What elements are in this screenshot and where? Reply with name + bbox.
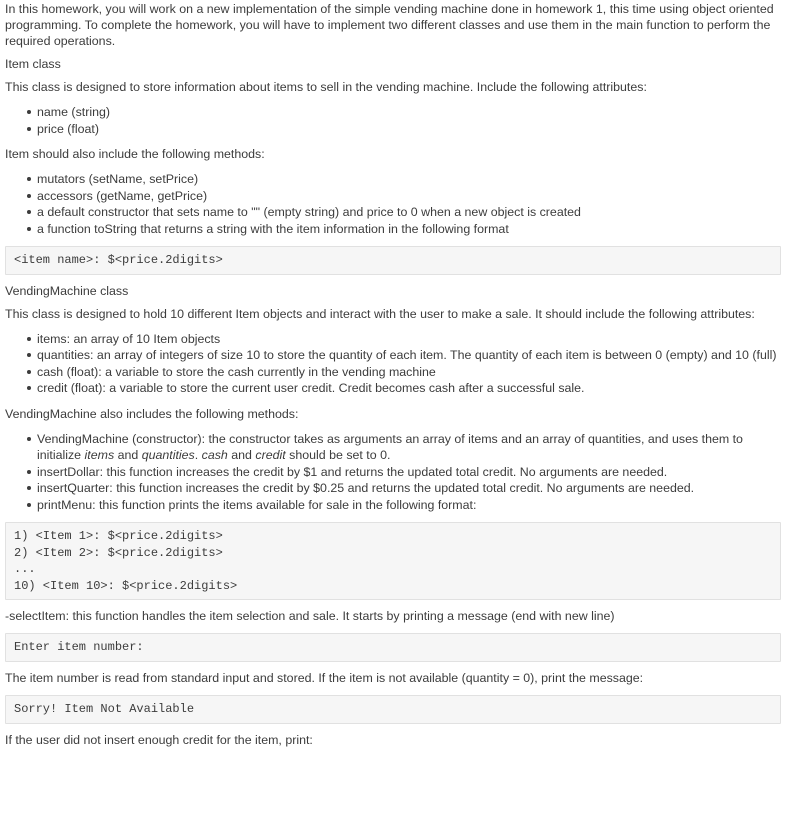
code-line: 2) <Item 2>: $<price.2digits> [14,545,223,560]
vending-class-heading: VendingMachine class [5,283,129,298]
list-item: credit (float): a variable to store the current user credit. Credit becomes cash after a successful sale. [29,380,782,397]
emphasis-items: items [84,448,115,463]
item-class-heading: Item class [5,57,61,71]
vending-attributes-list [5,331,782,397]
constructor-text: should be set to 0. [285,448,391,463]
list-item [29,431,782,464]
item-attributes-list [5,104,782,137]
enter-item-code: Enter item number: [5,633,781,662]
item-methods-intro: Item should also include the following methods: [5,147,265,161]
list-item: printMenu: this function prints the items available for sale in the following format: [29,497,782,514]
constructor-text: VendingMachine (constructor): the constructor takes as arguments an array of items and an array of quantities, and uses them to initialize [37,431,743,463]
tostring-format-code: <item name>: $<price.2digits> [5,246,781,275]
code-line: ... [14,562,36,577]
select-item-paragraph: -selectItem: this function handles the item selection and sale. It starts by printing a message (end with new line) [5,609,615,624]
emphasis-credit: credit [255,448,286,463]
print-menu-code [5,522,781,600]
list-item: cash (float): a variable to store the cash currently in the vending machine [29,364,782,381]
emphasis-cash: cash [201,448,228,463]
list-item: a default constructor that sets name to "" (empty string) and price to 0 when a new object is created [29,204,782,221]
constructor-text: and [227,448,256,463]
list-item: insertDollar: this function increases the credit by $1 and returns the updated total credit. No arguments are needed. [29,464,782,481]
vending-methods-intro: VendingMachine also includes the following methods: [5,406,299,421]
list-item: a function toString that returns a string with the item information in the following format [29,221,782,238]
intro-paragraph: In this homework, you will work on a new implementation of the simple vending machine done in homework 1, this time using object oriented programming. To complete the homework, you will have to implement two different classes and use them in the main function to perform the required operations. [5,2,774,48]
vending-methods-list [5,431,782,514]
list-item: insertQuarter: this function increases the credit by $0.25 and returns the updated total credit. No arguments are needed. [29,480,782,497]
constructor-text: and [114,448,142,463]
item-class-description: This class is designed to store information about items to sell in the vending machine. Include the following attributes: [5,80,647,94]
item-methods-list [5,171,782,237]
vending-class-description: This class is designed to hold 10 different Item objects and interact with the user to make a sale. It should include the following attributes: [5,306,755,321]
list-item: quantities: an array of integers of size 10 to store the quantity of each item. The quantity of each item is between 0 (empty) and 10 (full) [29,347,782,364]
sorry-message-code: Sorry! Item Not Available [5,695,781,724]
list-item: items: an array of 10 Item objects [29,331,782,348]
list-item: mutators (setName, setPrice) [29,171,782,188]
emphasis-quantities: quantities [141,448,195,463]
insufficient-credit-paragraph: If the user did not insert enough credit for the item, print: [5,732,313,747]
list-item: accessors (getName, getPrice) [29,188,782,205]
list-item: name (string) [29,104,782,121]
list-item: price (float) [29,121,782,138]
code-line: 1) <Item 1>: $<price.2digits> [14,529,223,544]
read-item-paragraph: The item number is read from standard input and stored. If the item is not available (quantity = 0), print the message: [5,671,644,686]
code-line: 10) <Item 10>: $<price.2digits> [14,578,238,593]
constructor-text: . [194,448,202,463]
